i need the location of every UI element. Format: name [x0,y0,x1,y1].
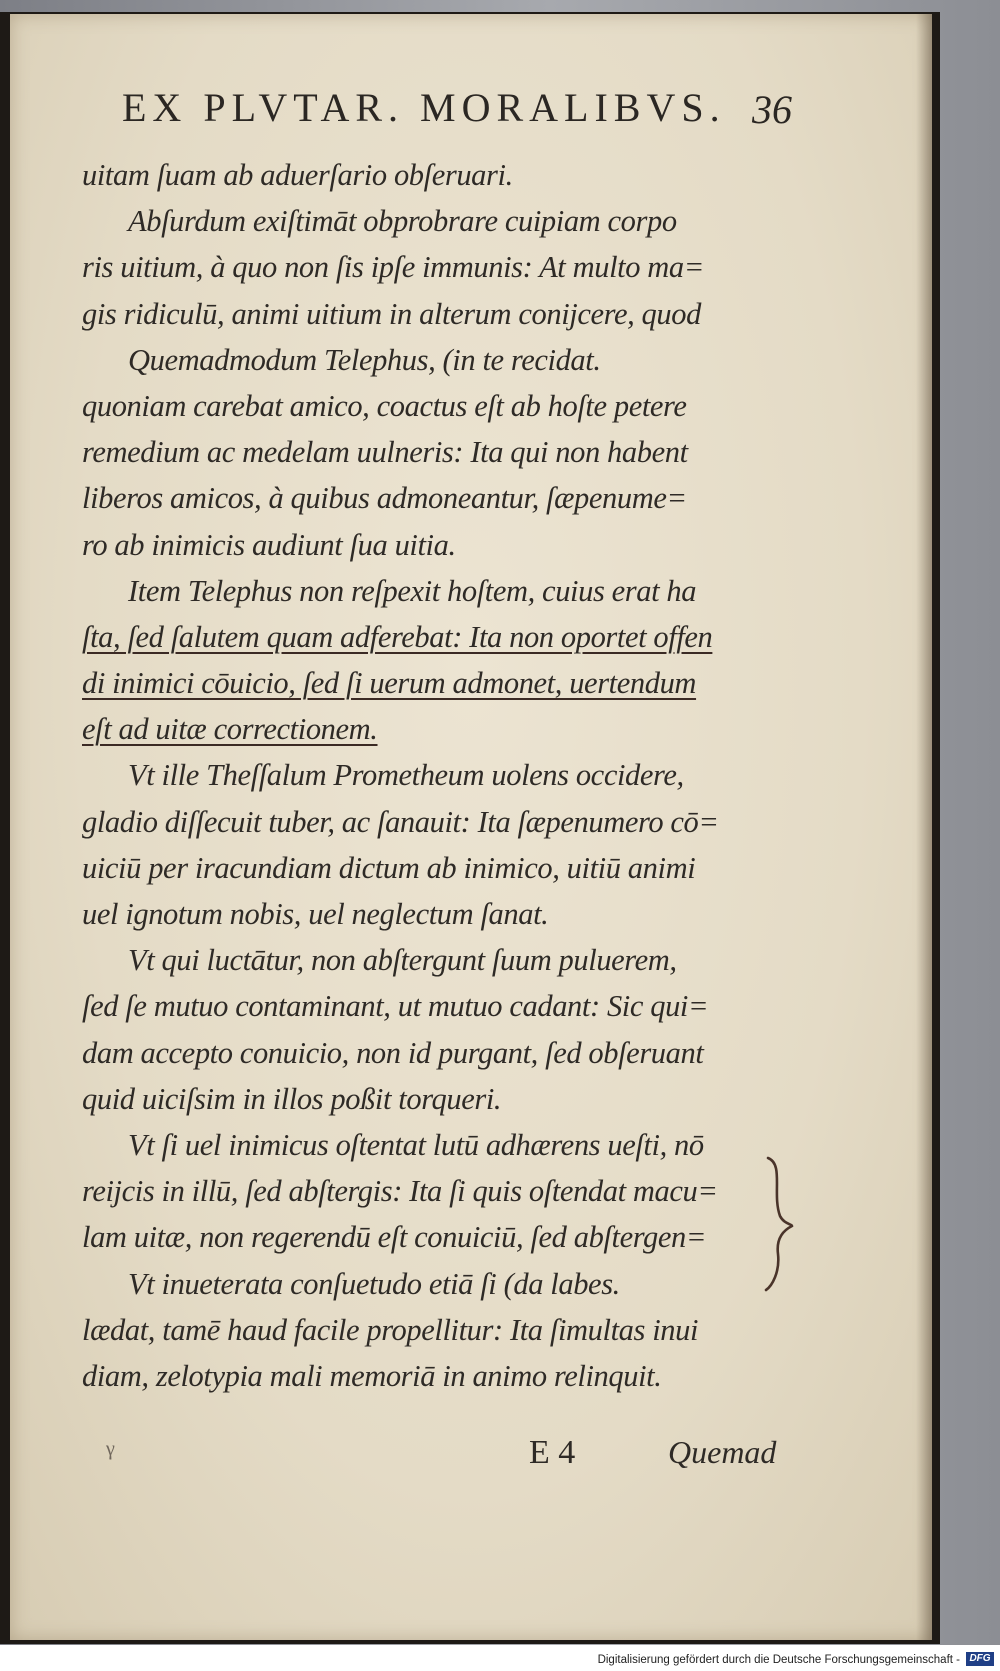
text-line-underlined: ſta, ſed ſalutem quam adferebat: Ita non oportet offen [82,619,713,654]
text-line: Vt ille Theſſalum Prometheum uolens occidere, [128,758,684,793]
text-line: Vt ſi uel inimicus oſtentat lutū adhærens ueſti, nō [128,1127,704,1162]
text-line: Quemadmodum Telephus, (in te recidat. [128,342,601,377]
text-line: dam accepto conuicio, non id purgant, ſed obſeruant [82,1035,704,1070]
handwritten-brace-mark [762,1154,796,1294]
body-text [82,152,762,1399]
text-line: uel ignotum nobis, uel neglectum ſanat. [82,897,549,931]
funding-credit: Digitalisierung gefördert durch die Deutsche Forschungsgemeinschaft - [597,1654,960,1666]
text-line: uiciū per iracundiam dictum ab inimico, uitiū animi [82,850,696,885]
text-line: quoniam carebat amico, coactus eſt ab hoſte petere [82,388,687,423]
text-line: ſed ſe mutuo contaminant, ut mutuo cadant: Sic qui= [82,989,709,1024]
text-line: Item Telephus non reſpexit hoſtem, cuius erat ha [128,573,697,608]
text-line-underlined: di inimici cōuicio, ſed ſi uerum admonet, uertendum [82,666,697,701]
credit-bar [0,1645,1000,1671]
text-line: uitam ſuam ab aduerſario obſeruari. [82,158,513,192]
text-line: Vt qui luctātur, non abſtergunt ſuum puluerem, [128,943,677,978]
page-gutter-shadow [916,14,932,1640]
page-number: 36 [752,87,792,132]
page-footer [84,1434,777,1480]
book-page [10,14,932,1640]
text-line: quid uiciſsim in illos poßit torqueri. [82,1081,502,1116]
signature-mark: E 4 [529,1434,576,1471]
text-line: lædat, tamē haud facile propellitur: Ita ſimultas inui [82,1312,699,1347]
text-line: gis ridiculū, animi uitium in alterum conijcere, quod [82,296,701,331]
text-line: remedium ac medelam uulneris: Ita qui non habent [82,435,688,470]
text-line: Vt inueterata conſuetudo etiā ſi (da labes. [128,1266,620,1301]
text-line: lam uitæ, non regerendū eſt conuiciū, ſed abſtergen= [82,1220,707,1255]
text-line: reijcis in illū, ſed abſtergis: Ita ſi quis oſtendat macu= [82,1174,718,1209]
text-line-underlined: eſt ad uitæ correctionem. [82,712,378,747]
marginal-mark: γ [106,1438,115,1460]
text-line: ris uitium, à quo non ſis ipſe immunis: At multo ma= [82,250,704,285]
text-line: diam, zelotypia mali memoriā in animo relinquit. [82,1358,662,1393]
text-line: liberos amicos, à quibus admoneantur, ſæpenume= [82,481,687,516]
text-line: gladio diſſecuit tuber, ac ſanauit: Ita ſæpenumero cō= [82,804,719,839]
text-line: Abſurdum exiſtimāt obprobrare cuipiam corpo [128,204,677,239]
catchword: Quemad [668,1434,777,1470]
text-line: ro ab inimicis audiunt ſua uitia. [82,527,456,562]
dfg-logo: DFG [966,1652,994,1666]
running-head: EX PLVTAR. MORALIBVS. [122,85,726,130]
